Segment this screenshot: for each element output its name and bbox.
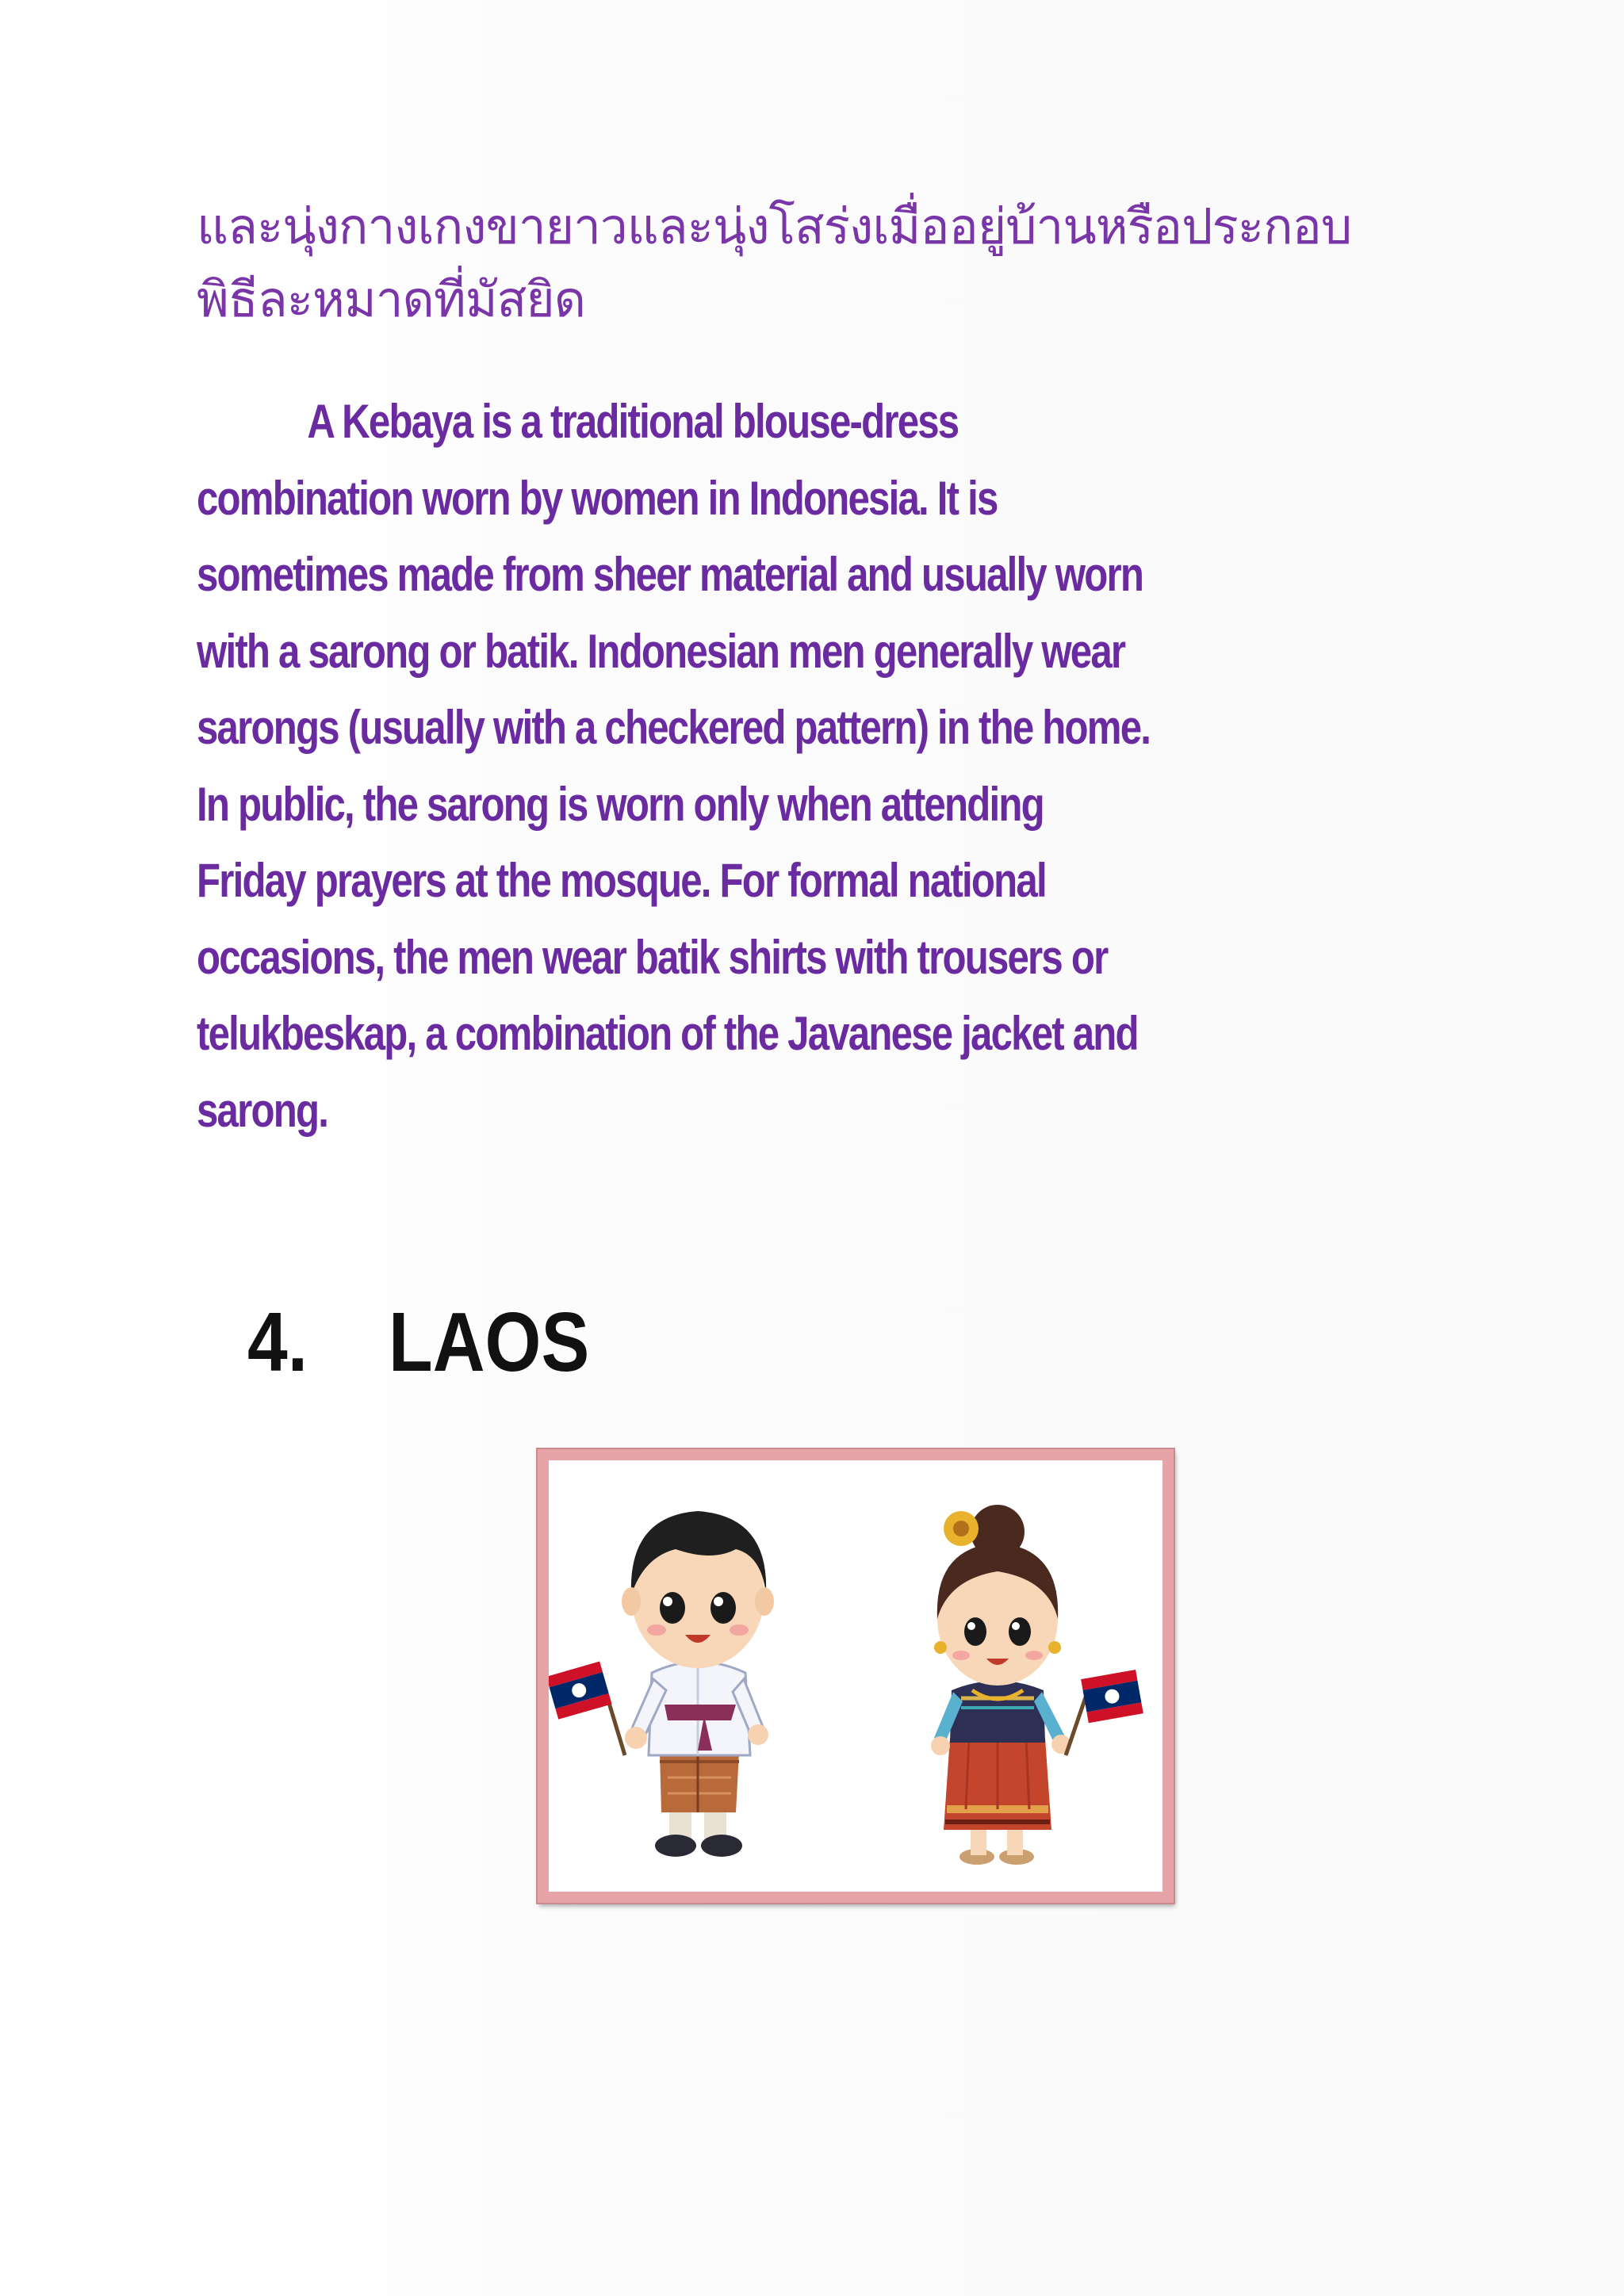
thai-paragraph — [197, 190, 1465, 336]
thai-line-2: พิธีละหมาดที่มัสยิด — [197, 270, 585, 328]
section-heading — [247, 1291, 589, 1394]
paragraph-line: A Kebaya is a traditional blouse-dress — [307, 395, 959, 448]
paragraph-line: sarong. — [197, 1083, 328, 1137]
paragraph-line: telukbeskap, a combination of the Javanese jacket and — [197, 1007, 1138, 1060]
english-paragraph — [197, 384, 1432, 1149]
paragraph-line: combination worn by women in Indonesia. It is — [197, 471, 998, 525]
boy-figure — [549, 1511, 774, 1857]
section-title: LAOS — [389, 1295, 590, 1389]
paragraph-line: sometimes made from sheer material and usually worn — [197, 548, 1143, 601]
paragraph-line: with a sarong or batik. Indonesian men generally wear — [197, 624, 1125, 678]
paragraph-line: sarongs (usually with a checkered pattern) in the home. — [197, 701, 1151, 754]
section-number: 4. — [247, 1295, 308, 1389]
paragraph-line: Friday prayers at the mosque. For formal national — [197, 854, 1046, 907]
laos-costume-figure — [538, 1449, 1174, 1903]
girl-figure — [931, 1505, 1143, 1865]
paragraph-line: In public, the sarong is worn only when attending — [197, 777, 1044, 831]
laos-boy-girl-costume-illustration-icon — [549, 1460, 1162, 1892]
thai-line-1: และนุ่งกางเกงขายาวและนุ่งโสร่งเมื่ออยู่บ้านหรือประกอบ — [197, 197, 1352, 255]
paragraph-line: occasions, the men wear batik shirts with trousers or — [197, 930, 1108, 984]
